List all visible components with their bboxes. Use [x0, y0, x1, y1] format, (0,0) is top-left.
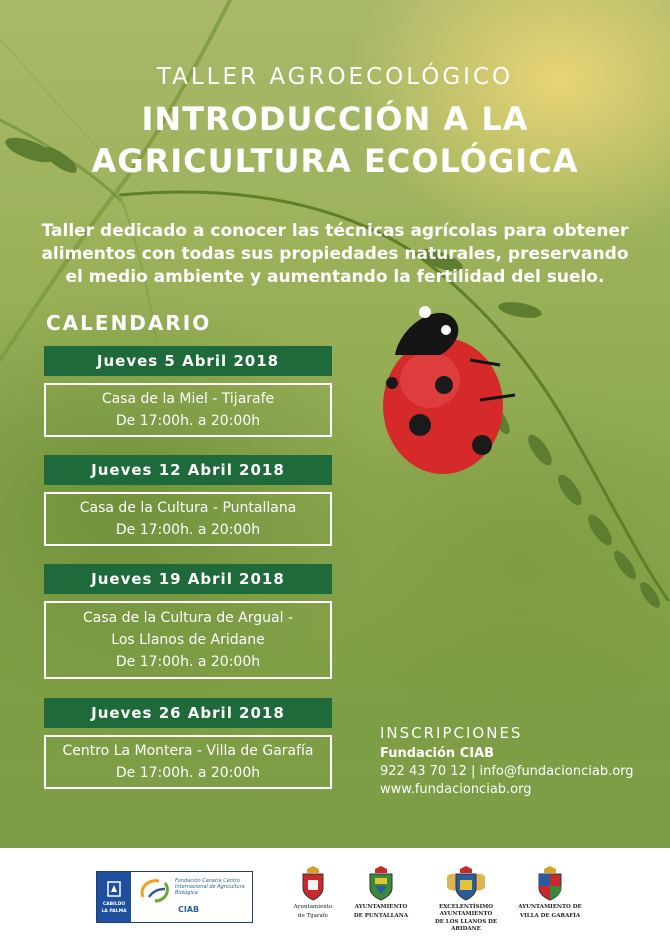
ciab-logo-icon	[131, 872, 252, 922]
ciab-emblem-icon	[135, 875, 175, 905]
municipality-caption: Ayuntamiento	[293, 904, 333, 910]
session-date-bar: Jueves 26 Abril 2018	[44, 698, 332, 728]
session-time: De 17:00h. a 20:00h	[115, 765, 261, 781]
cabildo-label: CABILDO	[102, 902, 126, 907]
municipality-garafia	[518, 866, 582, 919]
coat-of-arms-icon	[300, 866, 326, 902]
session-date-bar: Jueves 5 Abril 2018	[44, 346, 332, 376]
municipality-caption: DE PUNTALLANA	[353, 912, 409, 919]
ladybug-icon	[383, 306, 515, 474]
intro-line: Taller dedicado a conocer las técnicas agrícolas para obtener	[41, 221, 629, 241]
ciab-logo-box	[96, 871, 253, 923]
session-location: Casa de la Cultura - Puntallana	[79, 500, 297, 516]
municipality-caption: de Tijarafe	[297, 912, 329, 919]
inscriptions-block	[380, 724, 634, 799]
sponsors-footer	[0, 848, 670, 948]
ciab-abbreviation: CIAB	[178, 905, 200, 914]
session-date-bar: Jueves 19 Abril 2018	[44, 564, 332, 594]
calendar-heading: CALENDARIO	[46, 311, 212, 335]
cabildo-logo-icon	[97, 872, 131, 922]
intro-line: alimentos con todas sus propiedades naturales, preservando	[41, 244, 629, 264]
municipality-caption: AYUNTAMIENTO	[354, 904, 408, 910]
intro-text	[20, 220, 650, 289]
intro-line: el medio ambiente y aumentando la fertilidad del suelo.	[65, 267, 605, 287]
inscriptions-contact: 922 43 70 12 | info@fundacionciab.org	[380, 764, 634, 779]
session-location: Centro La Montera - Villa de Garafía	[62, 743, 314, 759]
ciab-full-name: Fundación Canaria Centro Internacional de Agricultura Biológica	[175, 878, 245, 896]
municipality-los-llanos	[424, 866, 508, 932]
session-location: Los Llanos de Aridane	[111, 632, 265, 648]
municipality-tijarafe	[290, 866, 336, 919]
session-details	[44, 492, 332, 546]
session-location: Casa de la Cultura de Argual -	[83, 610, 293, 626]
inscriptions-heading: INSCRIPCIONES	[380, 724, 523, 742]
municipality-caption: AYUNTAMIENTO DE	[518, 904, 582, 910]
coat-of-arms-icon	[536, 866, 564, 902]
cabildo-emblem-icon	[105, 880, 123, 900]
municipality-puntallana	[352, 866, 410, 919]
workshop-kicker: TALLER AGROECOLÓGICO	[156, 64, 514, 90]
inscriptions-organization: Fundación CIAB	[380, 746, 495, 761]
page-title-line2: AGRICULTURA ECOLÓGICA	[91, 142, 579, 180]
municipality-caption: DE LOS LLANOS DE ARIDANE	[434, 919, 498, 932]
session-time: De 17:00h. a 20:00h	[115, 522, 261, 538]
session-time: De 17:00h. a 20:00h	[115, 654, 261, 670]
inscriptions-website: www.fundacionciab.org	[380, 782, 532, 797]
municipality-caption: EXCELENTÍSIMO AYUNTAMIENTO	[438, 904, 494, 917]
page-title-line1: INTRODUCCIÓN A LA	[141, 100, 529, 138]
session-location: Casa de la Miel - Tijarafe	[101, 391, 275, 407]
session-time: De 17:00h. a 20:00h	[115, 413, 261, 429]
cabildo-label: LA PALMA	[101, 909, 127, 914]
coat-of-arms-icon	[367, 866, 395, 902]
session-details	[44, 383, 332, 437]
coat-of-arms-icon	[444, 866, 488, 902]
session-date-bar: Jueves 12 Abril 2018	[44, 455, 332, 485]
municipality-caption: VILLA DE GARAFÍA	[519, 912, 581, 919]
session-details	[44, 601, 332, 679]
session-details	[44, 735, 332, 789]
